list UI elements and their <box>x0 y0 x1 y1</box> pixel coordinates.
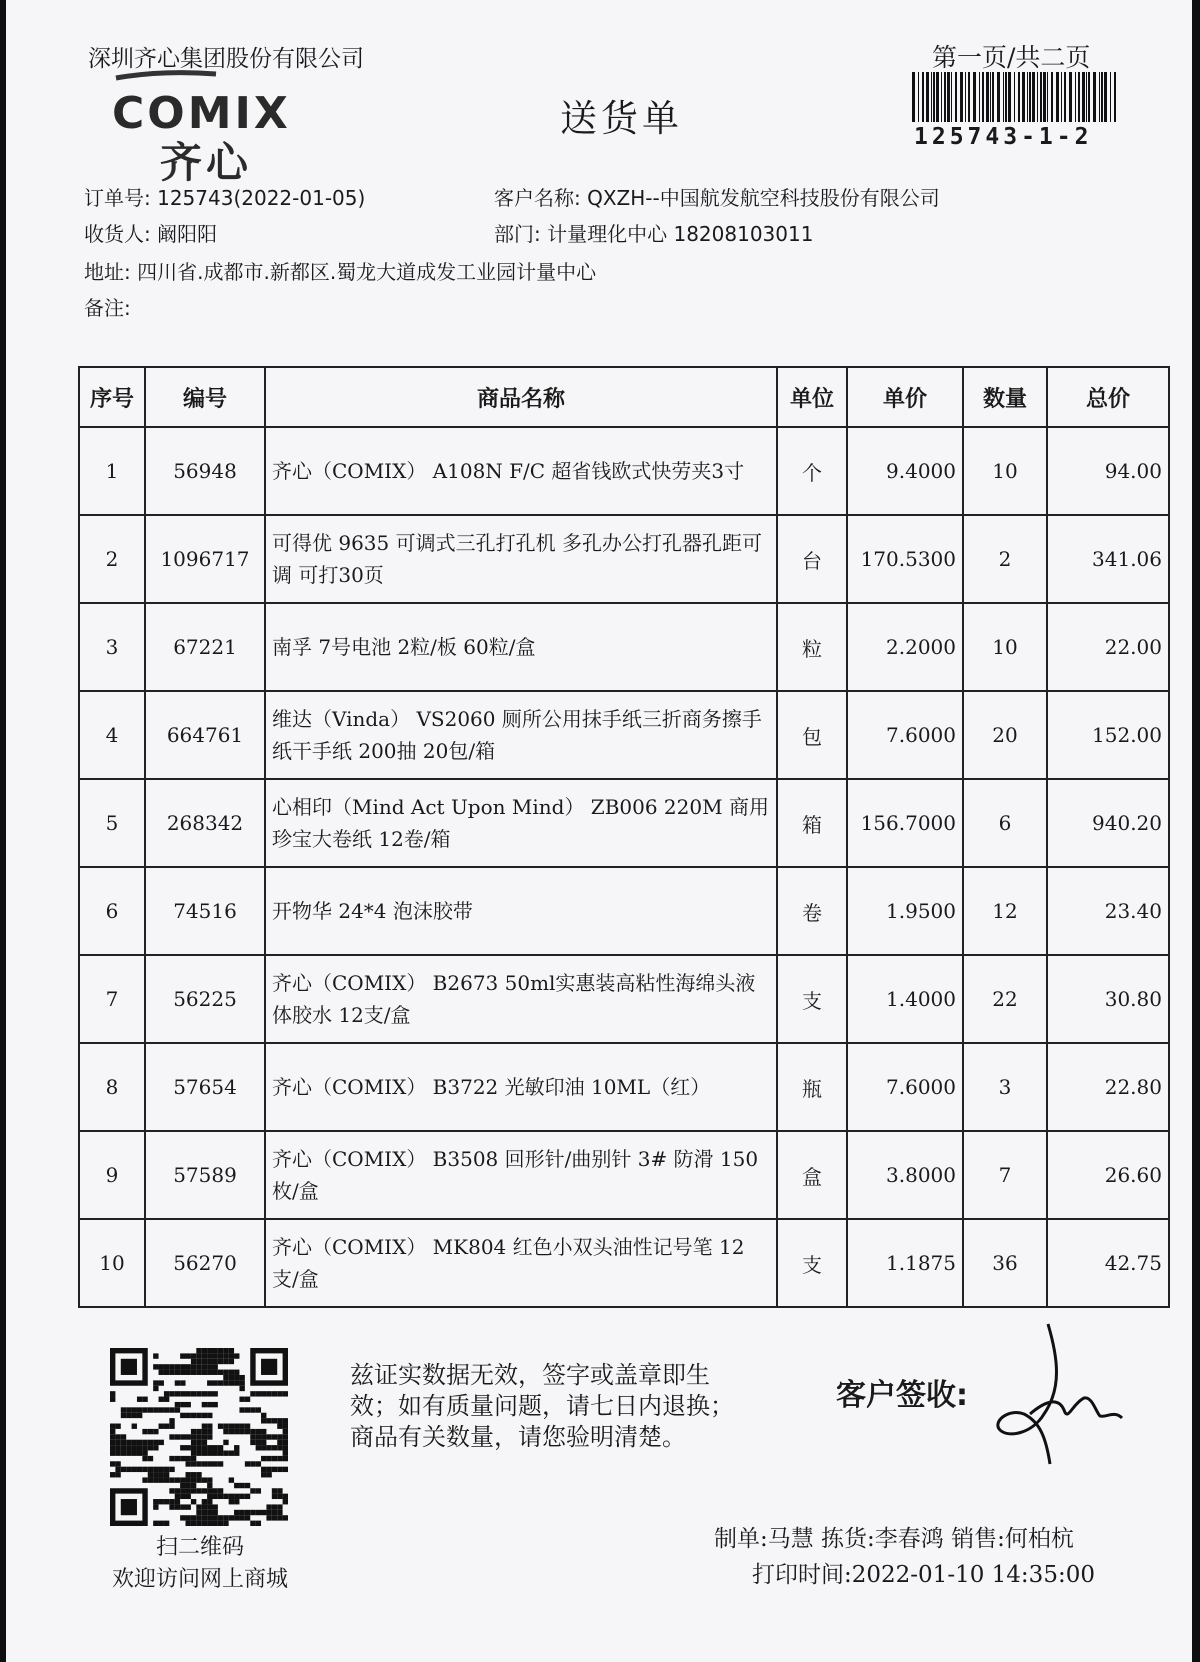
logo-text-en: COMIX <box>112 88 291 139</box>
cell-qty: 10 <box>963 603 1047 691</box>
customer-name <box>494 182 940 211</box>
customer-value: QXZH--中国航发航空科技股份有限公司 <box>587 186 940 210</box>
cell-qty: 22 <box>963 955 1047 1043</box>
cell-total: 22.00 <box>1047 603 1169 691</box>
footer-staff: 制单:马慧 拣货:李春鸿 销售:何柏杭 <box>714 1526 1074 1552</box>
logo-swoosh <box>112 68 222 82</box>
cell-code: 56225 <box>145 955 265 1043</box>
table-row <box>79 867 1169 955</box>
order-number <box>84 182 365 211</box>
table-row <box>79 1043 1169 1131</box>
cell-no: 8 <box>79 1043 145 1131</box>
table-row <box>79 691 1169 779</box>
cell-total: 42.75 <box>1047 1219 1169 1307</box>
cell-code: 67221 <box>145 603 265 691</box>
logo-text-cn: 齐心 <box>160 138 253 187</box>
receiver <box>84 218 217 247</box>
cell-code: 56948 <box>145 427 265 515</box>
cell-no: 3 <box>79 603 145 691</box>
cell-code: 74516 <box>145 867 265 955</box>
cell-code: 57589 <box>145 1131 265 1219</box>
department <box>494 218 813 247</box>
cell-total: 23.40 <box>1047 867 1169 955</box>
receiver-label: 收货人: <box>84 222 151 246</box>
cell-name: 心相印（Mind Act Upon Mind） ZB006 220M 商用珍宝大卷纸 12卷/箱 <box>265 779 777 867</box>
cell-price: 1.9500 <box>847 867 963 955</box>
cell-price: 1.4000 <box>847 955 963 1043</box>
col-header-unit: 单位 <box>777 367 847 427</box>
cell-price: 9.4000 <box>847 427 963 515</box>
dept-label: 部门: <box>494 222 541 246</box>
cell-price: 170.5300 <box>847 515 963 603</box>
cell-unit: 卷 <box>777 867 847 955</box>
cell-qty: 6 <box>963 779 1047 867</box>
cell-no: 1 <box>79 427 145 515</box>
cell-code: 1096717 <box>145 515 265 603</box>
cell-qty: 10 <box>963 427 1047 515</box>
qr-caption-scan: 扫二维码 <box>155 1535 244 1560</box>
order-value: 125743(2022-01-05) <box>157 186 366 210</box>
qr-code[interactable] <box>110 1348 288 1526</box>
cell-no: 2 <box>79 515 145 603</box>
cell-name: 开物华 24*4 泡沫胶带 <box>265 867 777 955</box>
table-row <box>79 515 1169 603</box>
cell-unit: 箱 <box>777 779 847 867</box>
cell-unit: 包 <box>777 691 847 779</box>
col-header-total: 总价 <box>1047 367 1169 427</box>
document-title: 送货单 <box>560 97 683 140</box>
handwritten-signature <box>988 1318 1128 1474</box>
cell-price: 156.7000 <box>847 779 963 867</box>
cell-qty: 36 <box>963 1219 1047 1307</box>
cell-unit: 个 <box>777 427 847 515</box>
cell-total: 26.60 <box>1047 1131 1169 1219</box>
table-row <box>79 955 1169 1043</box>
cell-code: 56270 <box>145 1219 265 1307</box>
cell-price: 7.6000 <box>847 691 963 779</box>
cell-unit: 支 <box>777 955 847 1043</box>
order-label: 订单号: <box>84 186 151 210</box>
remark <box>84 292 131 321</box>
cell-unit: 粒 <box>777 603 847 691</box>
customer-label: 客户名称: <box>494 186 581 210</box>
col-header-no: 序号 <box>79 367 145 427</box>
col-header-name: 商品名称 <box>265 367 777 427</box>
address-value: 四川省.成都市.新都区.蜀龙大道成发工业园计量中心 <box>137 260 597 284</box>
col-header-qty: 数量 <box>963 367 1047 427</box>
cell-total: 341.06 <box>1047 515 1169 603</box>
cell-unit: 盒 <box>777 1131 847 1219</box>
cell-unit: 台 <box>777 515 847 603</box>
signature-label: 客户签收: <box>836 1378 968 1413</box>
cell-name: 齐心（COMIX） B3508 回形针/曲别针 3# 防滑 150枚/盒 <box>265 1131 777 1219</box>
address-label: 地址: <box>84 260 131 284</box>
cell-price: 2.2000 <box>847 603 963 691</box>
cell-name: 维达（Vinda） VS2060 厕所公用抹手纸三折商务擦手纸干手纸 200抽 20包/箱 <box>265 691 777 779</box>
cell-total: 152.00 <box>1047 691 1169 779</box>
dept-value: 计量理化中心 18208103011 <box>547 222 814 246</box>
footer-print-time: 打印时间:2022-01-10 14:35:00 <box>752 1562 1095 1588</box>
cell-no: 5 <box>79 779 145 867</box>
cell-qty: 2 <box>963 515 1047 603</box>
qr-caption-shop: 欢迎访问网上商城 <box>111 1567 288 1592</box>
cell-total: 22.80 <box>1047 1043 1169 1131</box>
cell-name: 可得优 9635 可调式三孔打孔机 多孔办公打孔器孔距可调 可打30页 <box>265 515 777 603</box>
cell-name: 齐心（COMIX） A108N F/C 超省钱欧式快劳夹3寸 <box>265 427 777 515</box>
table-row <box>79 1131 1169 1219</box>
cell-price: 1.1875 <box>847 1219 963 1307</box>
cell-total: 94.00 <box>1047 427 1169 515</box>
barcode <box>912 72 1120 122</box>
cell-no: 10 <box>79 1219 145 1307</box>
cell-unit: 支 <box>777 1219 847 1307</box>
table-row <box>79 427 1169 515</box>
table-row <box>79 1219 1169 1307</box>
notice-text: 兹证实数据无效，签字或盖章即生效；如有质量问题，请七日内退换；商品有关数量，请您验明清楚。 <box>350 1361 734 1451</box>
cell-name: 齐心（COMIX） MK804 红色小双头油性记号笔 12支/盒 <box>265 1219 777 1307</box>
items-table <box>78 366 1170 1308</box>
cell-name: 南孚 7号电池 2粒/板 60粒/盒 <box>265 603 777 691</box>
cell-total: 30.80 <box>1047 955 1169 1043</box>
remark-label: 备注: <box>84 296 131 320</box>
barcode-number: 125743-1-2 <box>914 124 1093 150</box>
col-header-code: 编号 <box>145 367 265 427</box>
cell-no: 4 <box>79 691 145 779</box>
cell-qty: 20 <box>963 691 1047 779</box>
cell-code: 664761 <box>145 691 265 779</box>
cell-code: 57654 <box>145 1043 265 1131</box>
cell-unit: 瓶 <box>777 1043 847 1131</box>
cell-total: 940.20 <box>1047 779 1169 867</box>
address <box>84 256 596 285</box>
company-name: 深圳齐心集团股份有限公司 <box>88 46 364 72</box>
cell-qty: 12 <box>963 867 1047 955</box>
cell-code: 268342 <box>145 779 265 867</box>
cell-price: 3.8000 <box>847 1131 963 1219</box>
cell-price: 7.6000 <box>847 1043 963 1131</box>
cell-qty: 7 <box>963 1131 1047 1219</box>
cell-no: 9 <box>79 1131 145 1219</box>
cell-name: 齐心（COMIX） B2673 50ml实惠装高粘性海绵头液体胶水 12支/盒 <box>265 955 777 1043</box>
cell-name: 齐心（COMIX） B3722 光敏印油 10ML（红） <box>265 1043 777 1131</box>
comix-logo <box>112 88 291 187</box>
cell-no: 6 <box>79 867 145 955</box>
table-row <box>79 779 1169 867</box>
table-row <box>79 603 1169 691</box>
col-header-price: 单价 <box>847 367 963 427</box>
table-header-row <box>79 367 1169 427</box>
receiver-value: 阚阳阳 <box>157 222 218 246</box>
cell-no: 7 <box>79 955 145 1043</box>
page-indicator: 第一页/共二页 <box>932 43 1091 72</box>
cell-qty: 3 <box>963 1043 1047 1131</box>
